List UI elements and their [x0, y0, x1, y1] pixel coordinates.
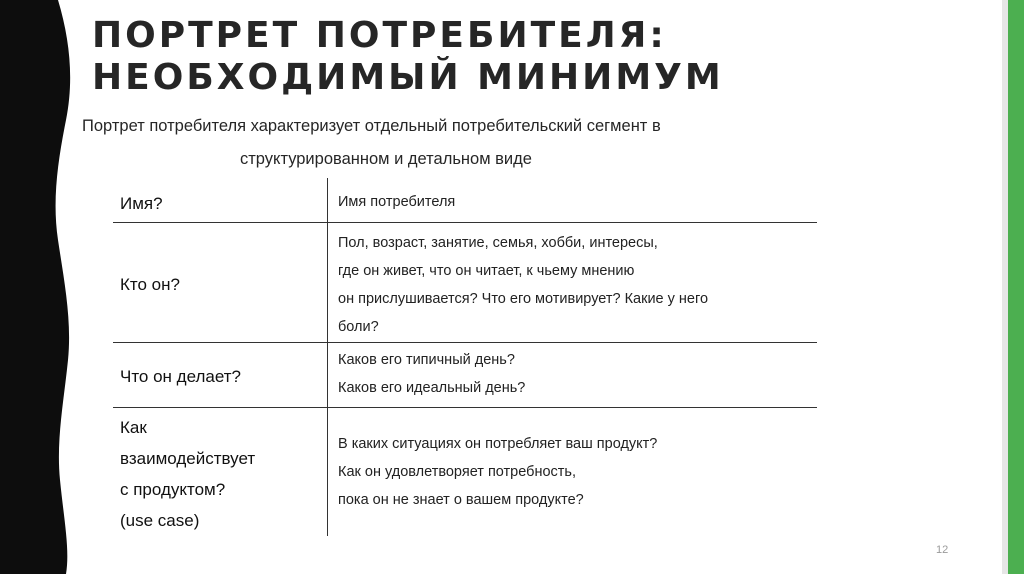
table-row-description [338, 346, 525, 402]
label-line: взаимодействует [120, 449, 256, 468]
table-row-label [120, 269, 180, 300]
table-row-description [338, 229, 708, 341]
description-line: Пол, возраст, занятие, семья, хобби, интересы, [338, 235, 658, 251]
description-line: боли? [338, 319, 379, 335]
left-wave-decoration [0, 0, 80, 574]
right-accent-bar [1008, 0, 1024, 574]
label-line: Что он делает? [120, 367, 241, 386]
table-row-divider [113, 342, 817, 343]
description-line: Каков его типичный день? [338, 352, 515, 368]
label-line: (use case) [120, 511, 200, 530]
table-row-label [120, 412, 255, 536]
description-line: Имя потребителя [338, 194, 456, 210]
intro-text-line-1: Портрет потребителя характеризует отдельный потребительский сегмент в [82, 117, 661, 135]
description-line: он прислушивается? Что его мотивирует? Какие у него [338, 291, 709, 307]
table-row-label [120, 188, 163, 219]
label-line: Кто он? [120, 275, 180, 294]
label-line: Имя? [120, 194, 163, 213]
table-row-description [338, 188, 455, 216]
label-line: с продуктом? [120, 480, 226, 499]
description-line: где он живет, что он читает, к чьему мнению [338, 263, 635, 279]
label-line: Как [120, 418, 147, 437]
table-column-divider [327, 178, 328, 536]
description-line: Как он удовлетворяет потребность, [338, 464, 576, 480]
table-row-description [338, 430, 657, 514]
slide-title-line-2: НЕОБХОДИМЫЙ МИНИМУМ [92, 57, 724, 98]
table-row-divider [113, 407, 817, 408]
description-line: пока он не знает о вашем продукте? [338, 492, 584, 508]
table-row-label [120, 361, 241, 392]
wave-shape [0, 0, 70, 574]
slide-title-line-1: ПОРТРЕТ ПОТРЕБИТЕЛЯ: [92, 15, 667, 56]
page-number: 12 [936, 544, 949, 556]
intro-text-line-2: структурированном и детальном виде [240, 150, 532, 168]
description-line: В каких ситуациях он потребляет ваш продукт? [338, 436, 658, 452]
description-line: Каков его идеальный день? [338, 380, 526, 396]
table-row-divider [113, 222, 817, 223]
